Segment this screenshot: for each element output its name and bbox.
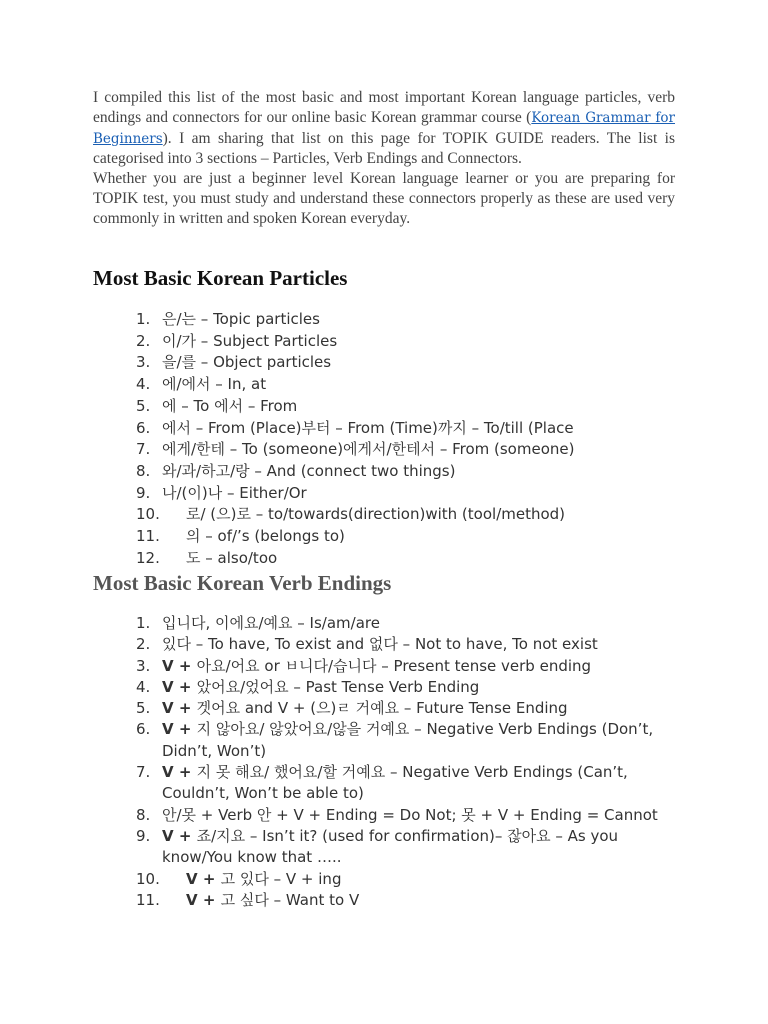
list-item — [136, 352, 676, 374]
item-number: 9. — [136, 826, 151, 845]
list-item — [136, 439, 676, 461]
list-item — [136, 826, 676, 869]
korean-grammar-course-link[interactable]: Korean Grammar for Beginners — [93, 109, 675, 147]
item-text: 겟어요 and V + (으)ㄹ 거예요 – Future Tense Ending — [196, 699, 568, 718]
item-bold-prefix: V + — [162, 699, 197, 718]
item-bold-prefix: V + — [162, 656, 197, 675]
item-number: 11. — [136, 890, 160, 909]
list-item — [136, 396, 676, 418]
item-number: 1. — [136, 614, 151, 632]
item-number: 3. — [136, 353, 151, 372]
item-number: 8. — [136, 461, 151, 480]
list-item — [136, 526, 676, 548]
particles-list — [136, 309, 676, 569]
item-bold-prefix: V + — [162, 826, 197, 845]
item-text: 지 않아요/ 않았어요/않을 거예요 – Negative Verb Endings (Don’t, Didn’t, Won’t) — [162, 720, 654, 760]
intro-paragraph-1 — [93, 88, 675, 169]
item-text: 와/과/하고/랑 – And (connect two things) — [162, 461, 456, 480]
particles-heading: Most Basic Korean Particles — [93, 266, 348, 290]
item-text: 죠/지요 – Isn’t it? (used for confirmation)– 잖아요 – As you know/You know that ….. — [162, 826, 619, 867]
item-number: 1. — [136, 310, 151, 328]
list-item — [136, 698, 676, 719]
item-bold-prefix: V + — [162, 720, 197, 739]
list-item — [136, 890, 676, 911]
intro-text-before-link: I compiled this list of the most basic and most important Korean language particles, verb endings and connectors for our online basic Korean grammar course ( — [93, 89, 675, 126]
item-number: 7. — [136, 440, 151, 459]
intro-text — [93, 88, 675, 229]
item-number: 4. — [136, 677, 151, 696]
item-text: 지 못 해요/ 했어요/할 거예요 – Negative Verb Endings (Can’t, Couldn’t, Won’t be able to) — [162, 763, 628, 803]
item-text: 에/에서 – In, at — [162, 375, 267, 394]
list-item — [136, 869, 676, 890]
verb-endings-heading: Most Basic Korean Verb Endings — [93, 571, 392, 595]
item-text: 이/가 – Subject Particles — [162, 331, 338, 350]
item-number: 11. — [136, 527, 160, 546]
list-item — [136, 331, 676, 353]
list-item — [136, 762, 676, 805]
list-item — [136, 374, 676, 396]
item-number: 3. — [136, 656, 151, 675]
item-bold-prefix: V + — [162, 677, 197, 696]
item-number: 10. — [136, 869, 160, 888]
item-number: 8. — [136, 805, 151, 824]
item-text: 있다 – To have, To exist and 없다 – Not to have, To not exist — [162, 635, 598, 654]
item-number: 9. — [136, 483, 151, 502]
item-text: 나/(이)나 – Either/Or — [162, 483, 307, 502]
item-text: 안/못 + Verb 안 + V + Ending = Do Not; 못 + V + Ending = Cannot — [162, 805, 658, 824]
item-number: 5. — [136, 396, 151, 415]
item-text: 았어요/었어요 – Past Tense Verb Ending — [196, 677, 480, 696]
list-item — [136, 719, 676, 762]
list-item — [136, 677, 676, 698]
item-text: 고 싶다 – Want to V — [220, 890, 360, 909]
intro-paragraph-2: Whether you are just a beginner level Korean language learner or you are preparing for TOPIK test, you must study and understand these connectors properly as these are used very commonly in written and spoken Korean everyday. — [93, 170, 675, 227]
list-item — [136, 418, 676, 440]
item-text: 로/ (으)로 – to/towards(direction)with (tool/method) — [186, 505, 566, 524]
list-item — [136, 461, 676, 483]
list-item — [136, 805, 676, 826]
item-text: 도 – also/too — [186, 548, 278, 567]
list-item — [136, 634, 676, 655]
item-text: 고 있다 – V + ing — [220, 869, 342, 888]
item-number: 2. — [136, 331, 151, 350]
list-item — [136, 548, 676, 570]
list-item — [136, 656, 676, 677]
list-item — [136, 309, 676, 331]
item-number: 2. — [136, 635, 151, 654]
item-text: 의 – of/’s (belongs to) — [186, 527, 345, 546]
item-number: 12. — [136, 548, 160, 567]
item-number: 7. — [136, 763, 151, 782]
item-bold-prefix: V + — [186, 890, 221, 909]
item-number: 4. — [136, 375, 151, 394]
item-bold-prefix: V + — [186, 869, 221, 888]
item-text: 입니다, 이에요/예요 – Is/am/are — [162, 614, 380, 632]
item-text: 에 – To 에서 – From — [162, 396, 298, 415]
item-text: 에게/한테 – To (someone)에게서/한테서 – From (someone) — [162, 440, 575, 459]
item-number: 6. — [136, 720, 151, 739]
verb-endings-list — [136, 613, 676, 911]
item-bold-prefix: V + — [162, 763, 197, 782]
list-item — [136, 613, 676, 634]
item-number: 10. — [136, 505, 160, 524]
intro-text-after-link: ). I am sharing that list on this page for TOPIK GUIDE readers. The list is categorised into 3 sections – Particles, Verb Endings and Connectors. — [93, 129, 675, 168]
item-number: 5. — [136, 699, 151, 718]
item-text: 에서 – From (Place)부터 – From (Time)까지 – To/till (Place — [162, 418, 574, 437]
list-item — [136, 504, 676, 526]
item-text: 아요/어요 or ㅂ니다/습니다 – Present tense verb ending — [196, 656, 592, 675]
item-text: 을/를 – Object particles — [162, 353, 332, 372]
item-text: 은/는 – Topic particles — [162, 310, 320, 328]
item-number: 6. — [136, 418, 151, 437]
list-item — [136, 483, 676, 505]
